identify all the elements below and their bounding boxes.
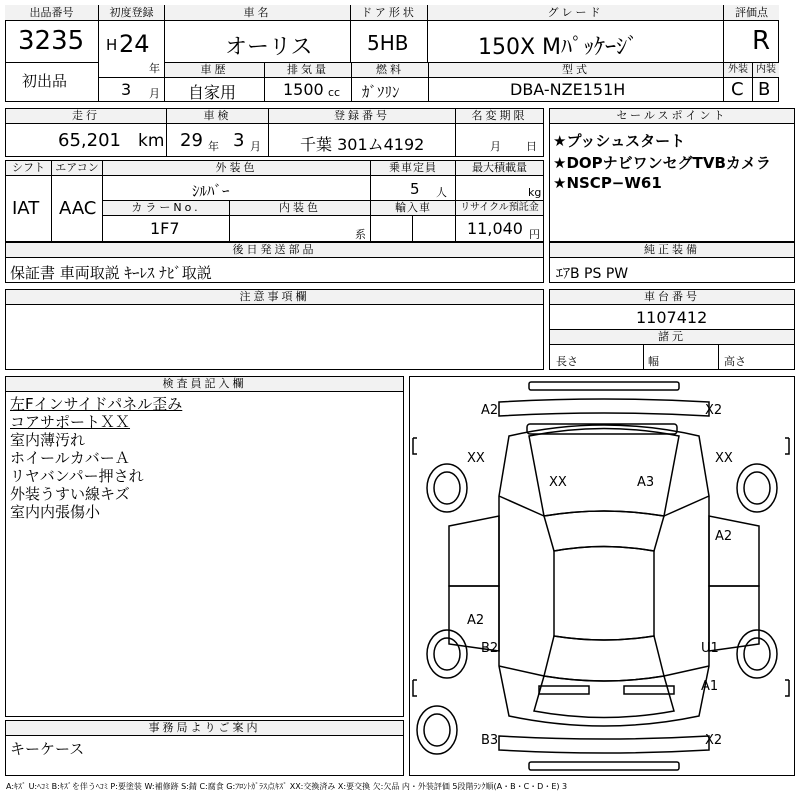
first-reg-year: 24 <box>119 30 150 58</box>
displacement-unit: cc <box>328 86 341 99</box>
grade-label: グレード <box>428 5 723 21</box>
car-diagram-svg <box>409 376 795 776</box>
mileage: 65,201 <box>58 130 121 151</box>
load-unit: kg <box>528 186 542 199</box>
model: DBA-NZE151H <box>510 80 626 99</box>
month-unit: 月 <box>149 87 160 100</box>
inspector-line-7: 室内内張傷小 <box>10 503 101 521</box>
length-label: 長さ <box>556 355 578 368</box>
interior-grade: B <box>758 79 771 100</box>
chassis-number: 1107412 <box>636 308 708 327</box>
fuel: ｶﾞｿﾘﾝ <box>362 83 400 101</box>
chassis-label: 車台番号 <box>550 290 794 305</box>
load-label: 最大積載量 <box>456 161 543 176</box>
insp-month-unit: 月 <box>250 140 261 153</box>
insp-year: 29 <box>180 130 203 151</box>
lot-label: 出品番号 <box>5 5 98 21</box>
aircon: AAC <box>59 198 97 219</box>
era: H <box>106 36 118 54</box>
mark-left-front-tire: XX <box>467 451 485 466</box>
mark-front-left: A2 <box>481 403 499 418</box>
car-name-label: 車名 <box>165 5 350 21</box>
dimensions-label: 諸元 <box>550 330 794 345</box>
inspector-line-4: ホイールカバーＡ <box>10 449 130 467</box>
year-unit: 年 <box>149 62 160 75</box>
selling-point-2: ★DOPナビワンセグTVBカメラ <box>553 154 771 172</box>
inspector-line-1: 左Fインサイドパネル歪み <box>10 395 183 413</box>
equipment-text: ｴｱB PS PW <box>556 266 629 282</box>
office-text: キーケース <box>10 740 85 758</box>
model-label: 型式 <box>429 63 723 78</box>
int-color-label: 内装色 <box>230 201 370 216</box>
displacement-label: 排気量 <box>265 63 351 78</box>
equipment-label: 純正装備 <box>550 243 794 258</box>
capacity-unit: 人 <box>436 186 447 199</box>
history-label: 車歴 <box>165 63 264 78</box>
documents-text: 保証書 車両取説 ｷｰﾚｽ ﾅﾋﾞ取説 <box>10 264 212 282</box>
plate-label: 登録番号 <box>269 109 455 124</box>
rating: R <box>752 26 771 56</box>
int-color-unit: 系 <box>355 228 366 241</box>
height-label: 高さ <box>724 355 746 368</box>
door-type: 5HB <box>367 31 409 55</box>
recycle-fee: 11,040 <box>467 219 523 238</box>
inspector-label: 検査員記入欄 <box>6 377 403 392</box>
aircon-label: エアコン <box>52 161 102 176</box>
selling-points-label: セールスポイント <box>550 109 794 124</box>
capacity-label: 乗車定員 <box>371 161 455 176</box>
mark-rear-right: X2 <box>705 733 723 748</box>
documents-label: 後日発送部品 <box>6 243 543 258</box>
exterior-label: 外装 <box>724 63 752 78</box>
shift: IAT <box>12 198 40 219</box>
interior-label: 内装 <box>753 63 779 78</box>
inspector-line-5: リヤバンパー押され <box>10 467 144 485</box>
inspector-line-6: 外装うすい線キズ <box>10 485 130 503</box>
mark-rear-left: B3 <box>481 733 499 748</box>
mark-front-right: X2 <box>705 403 723 418</box>
mark-right-front-door: A2 <box>715 529 733 544</box>
ext-color-label: 外装色 <box>103 161 370 176</box>
inspector-line-3: 室内薄汚れ <box>10 431 86 449</box>
shift-label: シフト <box>6 161 51 176</box>
width-label: 幅 <box>648 355 659 368</box>
lot-number: 3235 <box>18 26 85 56</box>
first-listing: 初出品 <box>22 72 68 90</box>
color-no: 1F7 <box>150 219 180 238</box>
title-change-label: 名変期限 <box>456 109 543 124</box>
mark-left-rear-door: A2 <box>467 613 485 628</box>
divider <box>412 216 413 242</box>
rating-label: 評価点 <box>724 5 779 21</box>
insp-year-unit: 年 <box>208 140 219 153</box>
lot-divider <box>5 62 98 63</box>
mark-left-rear-tire: B2 <box>481 641 499 656</box>
legend-text: A:ｷｽﾞ U:ﾍｺﾐ B:ｷｽﾞを伴うﾍｺﾐ P:要塗装 W:補修跡 S:錆 C:腐食 G:ﾌﾛﾝﾄｶﾞﾗｽ点ｷｽﾞ XX:交換済み X:要交換 欠:欠品 内・外装評価 5段階ﾗﾝｸ順(A・B・C・D・E) 3 <box>6 782 568 791</box>
exterior-grade: C <box>731 79 744 100</box>
office-label: 事務局よりご案内 <box>6 721 403 736</box>
month-divider <box>99 77 164 78</box>
ext-color: ｼﾙﾊﾞｰ <box>192 182 230 200</box>
divider <box>718 345 719 370</box>
mileage-unit: km <box>138 131 165 151</box>
color-no-label: カラーNo. <box>103 201 229 216</box>
notes-label: 注意事項欄 <box>6 290 543 305</box>
first-reg-month: 3 <box>121 80 132 99</box>
mark-hood-left: XX <box>549 475 567 490</box>
car-name: オーリス <box>225 35 313 60</box>
import-label: 輸入車 <box>371 201 455 216</box>
inspector-line-2: コアサポートＸＸ <box>10 413 131 431</box>
mark-hood-right: A3 <box>637 475 655 490</box>
plate-number: 千葉 301ム4192 <box>300 135 425 154</box>
mark-right-front-tire: XX <box>715 451 733 466</box>
mark-right-rear: A1 <box>701 679 719 694</box>
door-label: ドア形状 <box>351 5 427 21</box>
fuel-label: 燃料 <box>352 63 428 78</box>
mark-right-rear-tire: U1 <box>701 641 719 656</box>
capacity: 5 <box>410 180 420 198</box>
title-change-day: 日 <box>526 140 537 153</box>
first-reg-label: 初度登録 <box>99 5 164 21</box>
grade: 150X Mﾊﾟｯｹｰｼﾞ <box>478 35 639 60</box>
insp-month: 3 <box>233 130 245 151</box>
history: 自家用 <box>188 83 237 102</box>
inspection-label: 車検 <box>167 109 268 124</box>
displacement: 1500 <box>283 80 324 99</box>
title-change-month: 月 <box>490 140 501 153</box>
selling-point-1: ★プッシュスタート <box>553 132 686 150</box>
divider <box>643 345 644 370</box>
selling-point-3: ★NSCP−W61 <box>553 174 662 192</box>
recycle-unit: 円 <box>529 228 540 241</box>
recycle-label: リサイクル預託金 <box>456 201 543 216</box>
mileage-label: 走行 <box>6 109 166 124</box>
